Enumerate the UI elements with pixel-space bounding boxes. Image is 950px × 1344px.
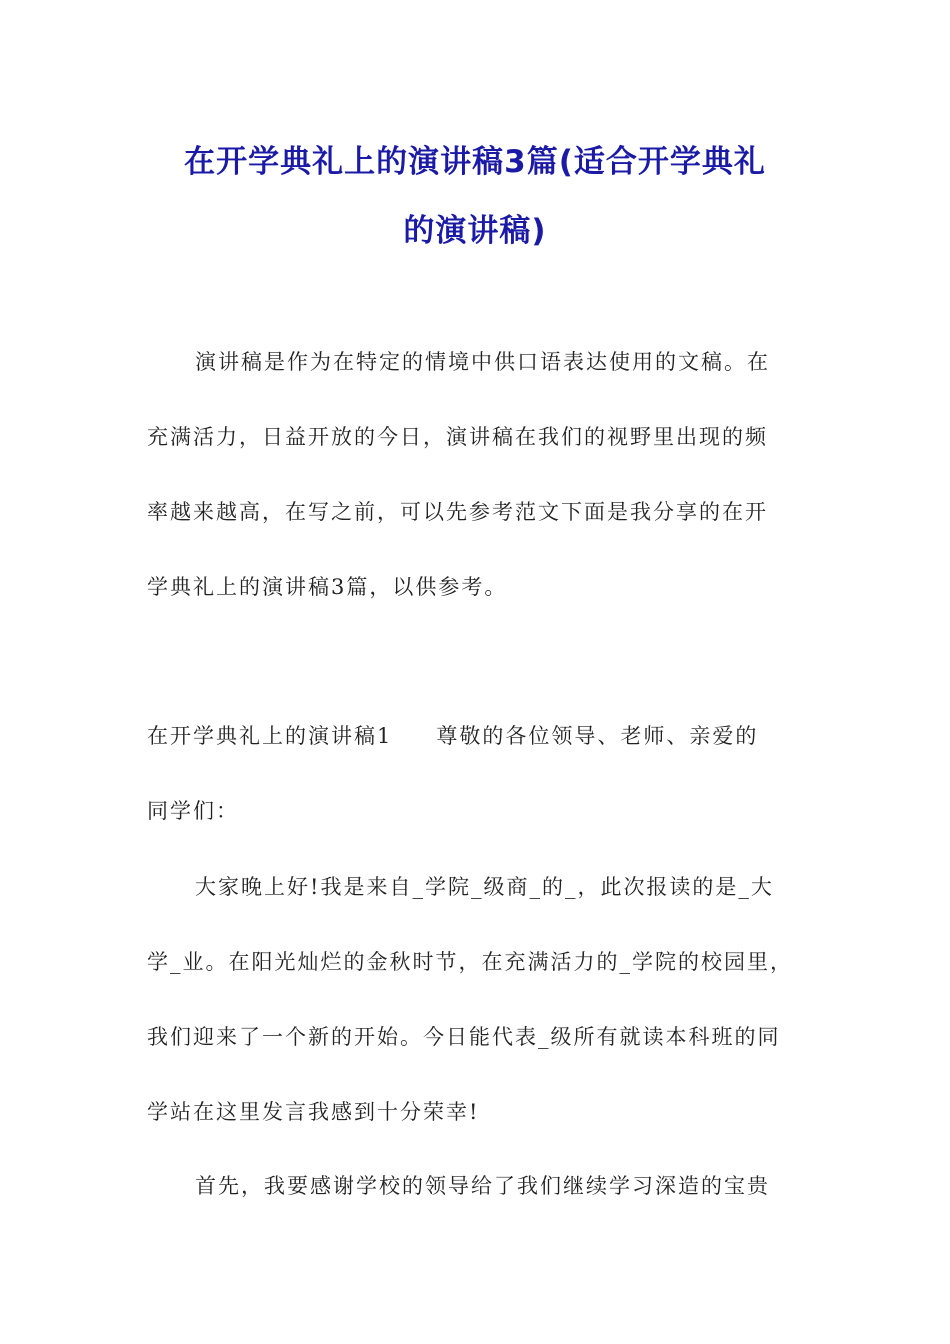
section-1-heading: 在开学典礼上的演讲稿1 — [147, 724, 393, 748]
section-1-heading-line — [147, 720, 758, 750]
paragraph-2-line-1: 首先，我要感谢学校的领导给了我们继续学习深造的宝贵 — [195, 1174, 770, 1198]
section-1-greeting: 尊敬的各位领导、老师、亲爱的 — [436, 724, 759, 748]
intro-line-3: 率越来越高，在写之前，可以先参考范文下面是我分享的在开 — [147, 500, 768, 524]
paragraph-1-line-1: 大家晚上好!我是来自_学院_级商_的_，此次报读的是_大 — [195, 875, 774, 899]
intro-line-1: 演讲稿是作为在特定的情境中供口语表达使用的文稿。在 — [195, 350, 770, 374]
document-title-line-1: 在开学典礼上的演讲稿3篇(适合开学典礼 — [184, 144, 766, 180]
intro-line-2: 充满活力，日益开放的今日，演讲稿在我们的视野里出现的频 — [147, 425, 768, 449]
paragraph-1-line-3: 我们迎来了一个新的开始。今日能代表_级所有就读本科班的同 — [147, 1025, 781, 1049]
paragraph-1-line-2: 学_业。在阳光灿烂的金秋时节，在充满活力的_学院的校园里， — [147, 950, 793, 974]
document-title-line-2: 的演讲稿) — [403, 213, 547, 249]
section-1-greeting-continued: 同学们： — [147, 799, 239, 823]
paragraph-1-line-4: 学站在这里发言我感到十分荣幸! — [147, 1100, 480, 1124]
intro-line-4: 学典礼上的演讲稿3篇，以供参考。 — [147, 575, 508, 599]
